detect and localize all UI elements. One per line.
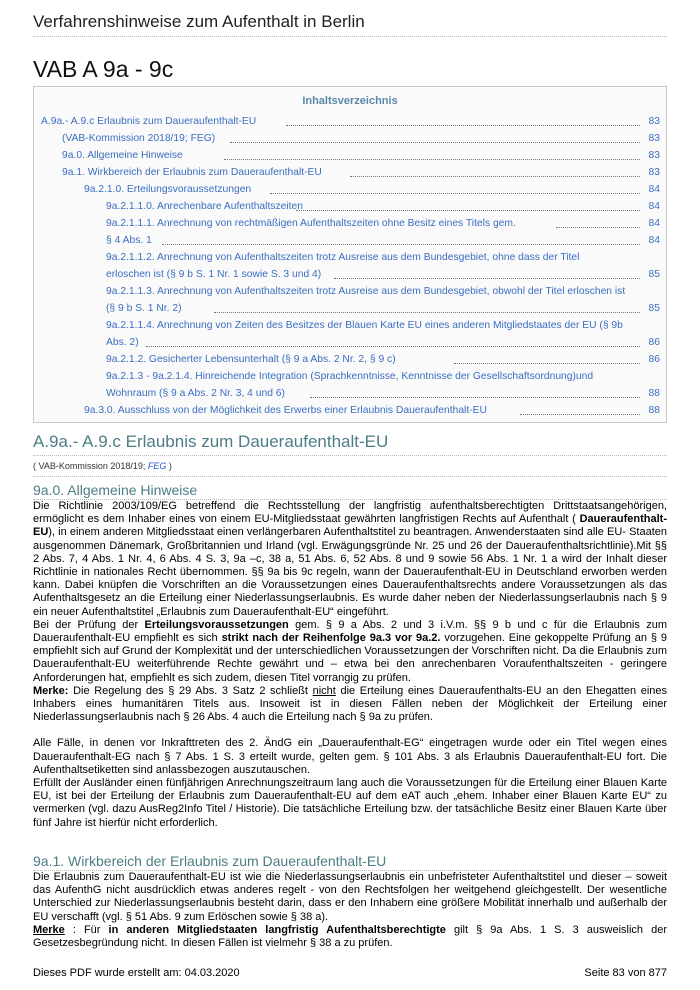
paragraph: Bei der Prüfung der Erteilungsvoraussetzungen gem. § 9 a Abs. 2 und 3 i.V.m. §§ 9 b und c für die Erlaubnis zum Daueraufenthalt-EU empfiehlt es sich strikt nach der Reihenfolge 9a.3 vor 9a.2. vorzugehen. Eine gekoppelte Prüfung an § 9 empfiehlt sich auf Grund der Komplexität und der unterschiedlichen Voraussetzungen der Vorschriften nicht. Da die Erlaubnis zum Daueraufenthalt-EU weiterführende Rechte gewährt und – etwa bei den anrechenbaren Voraufenthaltszeiten - geringere Anforderungen hat, empfiehlt es sich zudem, diesen Titel vorrangig zu prüfen.: [33, 618, 668, 684]
toc-item[interactable]: 9a.0. Allgemeine Hinweise 83: [62, 150, 660, 161]
table-of-contents: [33, 86, 667, 423]
toc-item[interactable]: A.9a.- A.9.c Erlaubnis zum Daueraufenthalt-EU 83: [41, 116, 660, 127]
section-9a0-body: [33, 500, 667, 830]
section-source: ( VAB-Kommission 2018/19; FEG ): [33, 461, 172, 471]
section-title-9a1: 9a.1. Wirkbereich der Erlaubnis zum Daueraufenthalt-EU: [33, 853, 387, 869]
section-title-a9a: A.9a.- A.9.c Erlaubnis zum Daueraufenthalt-EU: [33, 432, 389, 451]
section-divider: [33, 476, 667, 477]
toc-item[interactable]: 9a.1. Wirkbereich der Erlaubnis zum Daueraufenthalt-EU 83: [62, 167, 660, 178]
header-title: Verfahrenshinweise zum Aufenthalt in Berlin: [33, 12, 365, 31]
toc-item[interactable]: 9a.2.1.1.2. Anrechnung von Aufenthaltszeiten trotz Ausreise aus dem Bundesgebiet, ohne dass der Titel erloschen ist (§ 9 b S. 1 Nr. 1 sowie S. 3 und 4) 85: [106, 252, 660, 280]
paragraph: Merke : Für in anderen Mitgliedstaaten langfristig Aufenthaltsberechtigte gilt § 9a Abs. 1 S. 3 ausweislich der Gesetzesbegründung nicht. In diesen Fällen ist vielmehr § 38 a zu prüfen.: [33, 923, 667, 950]
paragraph: Die Richtlinie 2003/109/EG betreffend die Rechtsstellung der langfristig aufenthaltsberechtigten Drittstaatsangehörigen, ermöglicht es dem Inhaber eines von einem EU-Mitgliedsstaat gewährten langfristigen Rechts auf Aufenthalt ( Daueraufenthalt-EU), in einem anderen Mitgliedsstaat einen verlängerbaren Aufenthaltstitel zu beantragen. Anwenderstaaten sind alle EU- Staaten ausgenommen Dänemark, Großbritannien und Irland (vgl. Erwägungsgründe Nr. 25 und 26 der Daueraufenthaltsrichtlinie).Mit §§ 2 Abs. 7, 4 Abs. 1 Nr. 4, 6 Abs. 4 S. 3, 9a –c, 38 a, 51 Abs. 6, 52 Abs. 8 und 9 sowie 56 Abs. 1 Nr. 1 a wird der Inhalt dieser Richtlinie in nationales Recht übernommen. §§ 9a bis 9c regeln, wann der Daueraufenthalt-EU in Deutschland erworben werden kann. Dabei knüpfen die Vorschriften an die Voraussetzungen eines Daueraufenthaltsrechts andere Voraussetzungen als das Aufenthaltsgesetz an die Erteilung einer Niederlassungserlaubnis. Es wurde daher neben der Niederlassungserlaubnis nach § 9 ein neuer Aufenthaltstitel „Erlaubnis zum Daueraufenthalt-EU“ eingeführt.: [33, 500, 667, 618]
toc-item[interactable]: 9a.2.1.1.3. Anrechnung von Aufenthaltszeiten trotz Ausreise aus dem Bundesgebiet, obwohl der Titel erloschen ist (§ 9 b S. 1 Nr. 2) 85: [106, 286, 660, 314]
toc-item[interactable]: (VAB-Kommission 2018/19; FEG) 83: [62, 133, 660, 144]
paragraph: Alle Fälle, in denen vor Inkrafttreten des 2. ÄndG ein „Daueraufenthalt-EG“ eingetragen wurde oder ein Titel wegen eines Daueraufenthalt-EG nach § 7 Abs. 1 S. 3 erteilt wurde, gelten gem. § 101 Abs. 3 als Erlaubnis Daueraufenthalt-EU fort. Die Aufenthaltsetiketten sind anlassbezogen auszutauschen.: [33, 737, 667, 776]
paragraph: Merke: Die Regelung des § 29 Abs. 3 Satz 2 schließt nicht die Erteilung eines Daueraufenthalts-EU an den Ehegatten eines Inhabers eines humanitären Titels aus. Insoweit ist in diesen Fällen neben der Möglichkeit der Erteilung einer Niederlassungserlaubnis nach § 26 Abs. 4 auch die Erteilung nach § 9a zu prüfen.: [33, 684, 667, 724]
toc-item[interactable]: 9a.2.1.3 - 9a.2.1.4. Hinreichende Integration (Sprachkenntnisse, Kenntnisse der Gesellschaftsordnung)und Wohnraum (§ 9 a Abs. 2 Nr. 3, 4 und 6) 88: [106, 371, 660, 399]
toc-item[interactable]: 9a.2.1.0. Erteilungsvoraussetzungen 84: [84, 184, 660, 195]
section-divider: [33, 455, 667, 456]
section-9a1-body: [33, 871, 667, 950]
footer-page-number: Seite 83 von 877: [584, 967, 667, 979]
toc-item[interactable]: 9a.3.0. Ausschluss von der Möglichkeit des Erwerbs einer Erlaubnis Daueraufenthalt-EU 88: [84, 405, 660, 416]
footer-created: Dieses PDF wurde erstellt am: 04.03.2020: [33, 967, 240, 979]
toc-item[interactable]: 9a.2.1.1.4. Anrechnung von Zeiten des Besitzes der Blauen Karte EU eines anderen Mitgliedstaates der EU (§ 9b Abs. 2) 86: [106, 320, 660, 348]
toc-item[interactable]: 9a.2.1.1.0. Anrechenbare Aufenthaltszeiten 84: [106, 201, 660, 212]
toc-item[interactable]: § 4 Abs. 1 84: [106, 235, 660, 246]
toc-heading: Inhaltsverzeichnis: [302, 95, 398, 107]
section-title-9a0: 9a.0. Allgemeine Hinweise: [33, 482, 198, 498]
toc-item[interactable]: 9a.2.1.2. Gesicherter Lebensunterhalt (§ 9 a Abs. 2 Nr. 2, § 9 c) 86: [106, 354, 660, 365]
feg-link[interactable]: FEG: [147, 461, 167, 471]
paragraph: Die Erlaubnis zum Daueraufenthalt-EU ist wie die Niederlassungserlaubnis ein unbefristeter Aufenthaltstitel und dieser – soweit das AufenthG nicht ausdrücklich etwas anderes regelt - von den Rechtsfolgen her weitgehend gleichgestellt. Der wesentliche Unterschied zur Niederlassungserlaubnis besteht darin, dass er den Inhabern eine größere Mobilität innerhalb und außerhalb der EU verschafft (vgl. § 51 Abs. 9 zum Erlöschen sowie § 38 a).: [33, 871, 667, 923]
toc-list: [34, 113, 666, 419]
toc-item[interactable]: 9a.2.1.1.1. Anrechnung von rechtmäßigen Aufenthaltszeiten ohne Besitz eines Titels gem. 84: [106, 218, 660, 229]
document-title: VAB A 9a - 9c: [33, 56, 174, 82]
paragraph: Erfüllt der Ausländer einen fünfjährigen Anrechnungszeitraum lang auch die Voraussetzungen für die Erteilung einer Blauen Karte EU, ist bei der Erteilung der Erlaubnis zum Daueraufenthalt-EU auf dem eAT auch „ehem. Inhaber einer Blauen Karte EU“ zu vermerken (vgl. dazu AusReg2Info Titel / Historie). Die tatsächliche Erteilung bzw. der tatsächliche Besitz einer Blauen Karte über fünf Jahre ist hierfür nicht erforderlich.: [33, 777, 667, 829]
header-divider: [33, 36, 667, 37]
